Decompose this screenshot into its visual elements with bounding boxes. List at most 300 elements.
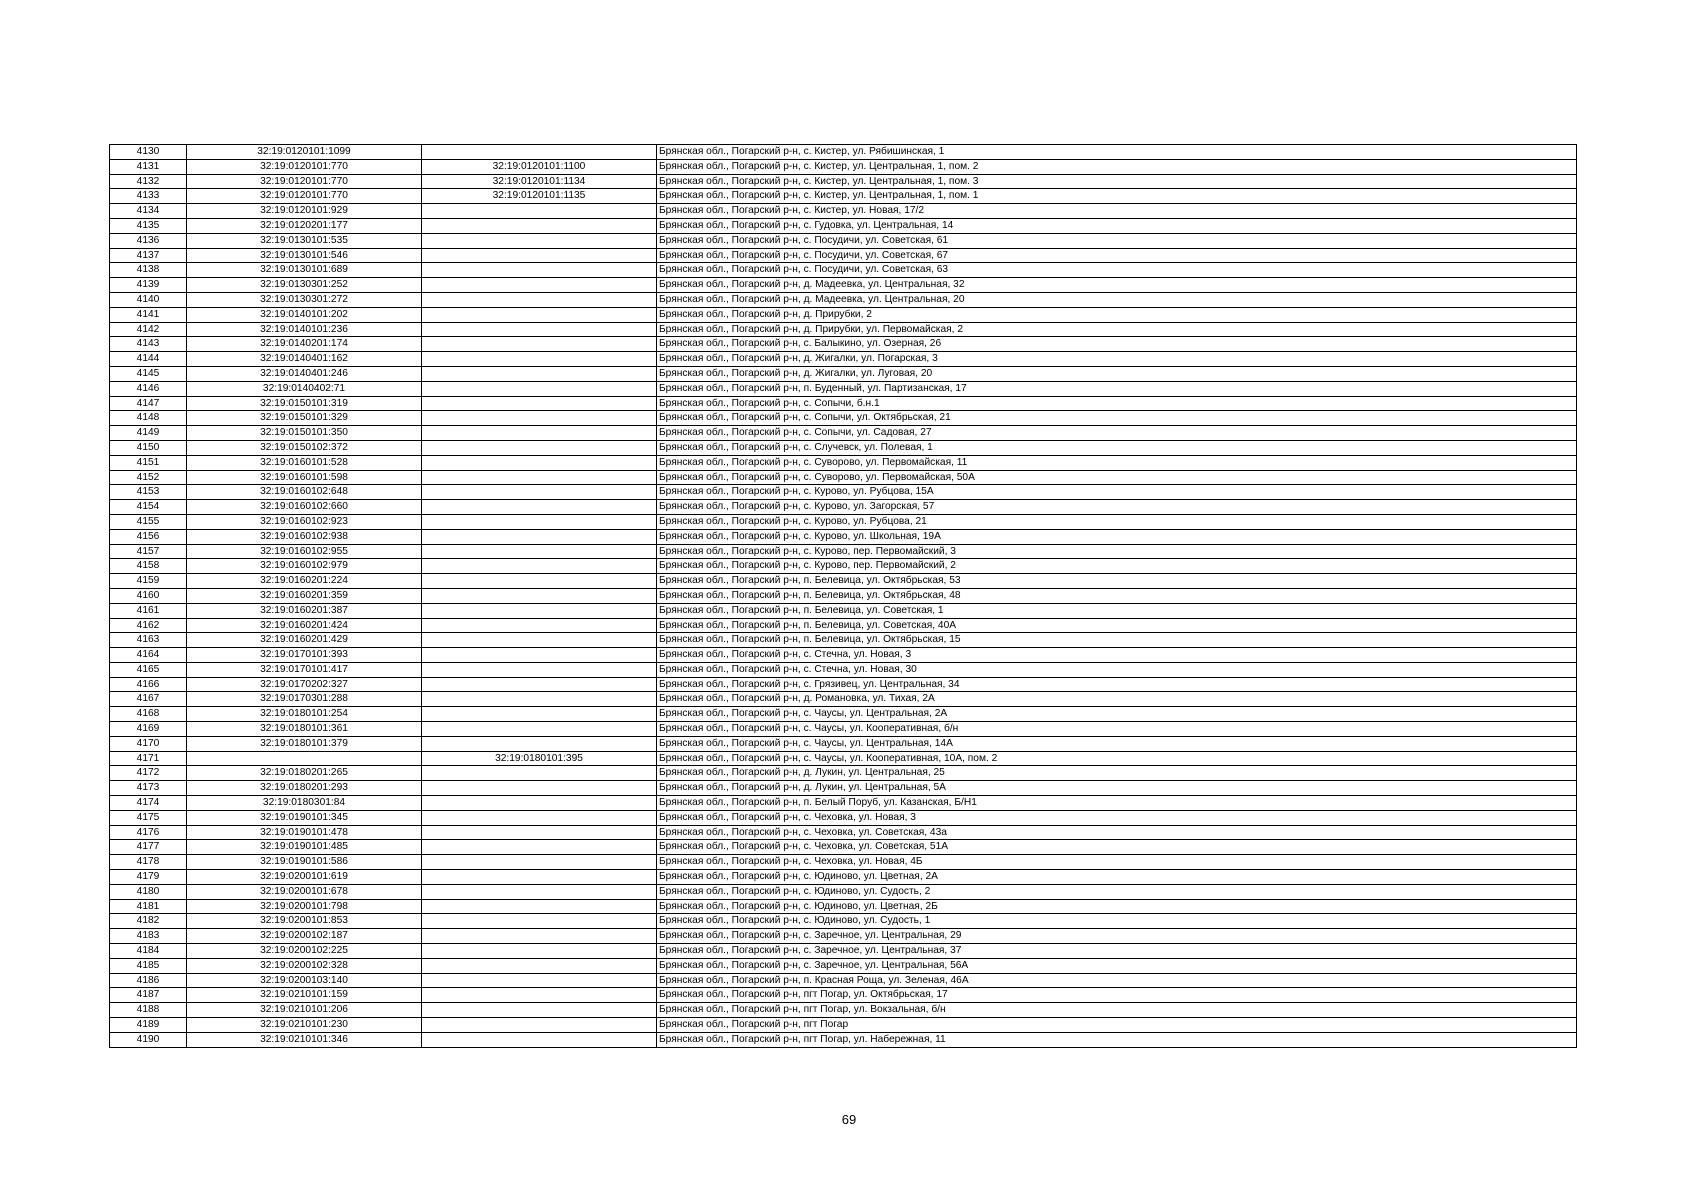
address-cell: Брянская обл., Погарский р-н, д. Лукин, ул. Центральная, 25 xyxy=(657,766,1577,781)
table-row xyxy=(110,944,1577,959)
sub-cadastral-number-cell xyxy=(422,944,657,959)
address-cell: Брянская обл., Погарский р-н, с. Суворово, ул. Первомайская, 50А xyxy=(657,470,1577,485)
sub-cadastral-number-cell xyxy=(422,263,657,278)
sub-cadastral-number-cell xyxy=(422,485,657,500)
row-number-cell: 4156 xyxy=(110,529,187,544)
cadastral-number-cell: 32:19:0180101:254 xyxy=(187,707,422,722)
cadastral-number-cell: 32:19:0200101:678 xyxy=(187,884,422,899)
table-row xyxy=(110,929,1577,944)
table-row xyxy=(110,559,1577,574)
cadastral-number-cell: 32:19:0190101:478 xyxy=(187,825,422,840)
address-cell: Брянская обл., Погарский р-н, с. Курово, ул. Загорская, 57 xyxy=(657,500,1577,515)
address-cell: Брянская обл., Погарский р-н, п. Красная Роща, ул. Зеленая, 46А xyxy=(657,973,1577,988)
table-row xyxy=(110,692,1577,707)
sub-cadastral-number-cell xyxy=(422,603,657,618)
address-cell: Брянская обл., Погарский р-н, с. Юдиново, ул. Судость, 2 xyxy=(657,884,1577,899)
address-cell: Брянская обл., Погарский р-н, пгт Погар, ул. Набережная, 11 xyxy=(657,1032,1577,1047)
sub-cadastral-number-cell xyxy=(422,440,657,455)
row-number-cell: 4188 xyxy=(110,1003,187,1018)
row-number-cell: 4142 xyxy=(110,322,187,337)
address-cell: Брянская обл., Погарский р-н, с. Посудичи, ул. Советская, 63 xyxy=(657,263,1577,278)
row-number-cell: 4140 xyxy=(110,292,187,307)
row-number-cell: 4162 xyxy=(110,618,187,633)
address-cell: Брянская обл., Погарский р-н, с. Заречное, ул. Центральная, 37 xyxy=(657,944,1577,959)
row-number-cell: 4185 xyxy=(110,958,187,973)
cadastral-number-cell: 32:19:0160102:923 xyxy=(187,514,422,529)
sub-cadastral-number-cell xyxy=(422,884,657,899)
row-number-cell: 4168 xyxy=(110,707,187,722)
row-number-cell: 4186 xyxy=(110,973,187,988)
page-number: 69 xyxy=(841,1112,857,1127)
cadastral-number-cell: 32:19:0140401:162 xyxy=(187,352,422,367)
cadastral-number-cell: 32:19:0210101:159 xyxy=(187,988,422,1003)
registry-table-body xyxy=(110,145,1577,1048)
cadastral-number-cell: 32:19:0180201:265 xyxy=(187,766,422,781)
table-row xyxy=(110,633,1577,648)
sub-cadastral-number-cell xyxy=(422,781,657,796)
table-row xyxy=(110,366,1577,381)
row-number-cell: 4176 xyxy=(110,825,187,840)
sub-cadastral-number-cell xyxy=(422,396,657,411)
sub-cadastral-number-cell xyxy=(422,366,657,381)
row-number-cell: 4152 xyxy=(110,470,187,485)
sub-cadastral-number-cell xyxy=(422,204,657,219)
sub-cadastral-number-cell xyxy=(422,381,657,396)
table-row xyxy=(110,248,1577,263)
table-row xyxy=(110,381,1577,396)
table-row xyxy=(110,411,1577,426)
sub-cadastral-number-cell xyxy=(422,633,657,648)
table-row xyxy=(110,648,1577,663)
table-row xyxy=(110,189,1577,204)
cadastral-number-cell: 32:19:0120101:770 xyxy=(187,159,422,174)
table-row xyxy=(110,352,1577,367)
table-row xyxy=(110,204,1577,219)
row-number-cell: 4151 xyxy=(110,455,187,470)
cadastral-number-cell: 32:19:0200101:619 xyxy=(187,870,422,885)
sub-cadastral-number-cell xyxy=(422,648,657,663)
table-row xyxy=(110,485,1577,500)
address-cell: Брянская обл., Погарский р-н, с. Юдиново, ул. Цветная, 2Б xyxy=(657,899,1577,914)
table-row xyxy=(110,796,1577,811)
address-cell: Брянская обл., Погарский р-н, п. Буденный, ул. Партизанская, 17 xyxy=(657,381,1577,396)
address-cell: Брянская обл., Погарский р-н, д. Жигалки, ул. Луговая, 20 xyxy=(657,366,1577,381)
cadastral-number-cell: 32:19:0160102:938 xyxy=(187,529,422,544)
cadastral-number-cell: 32:19:0200102:328 xyxy=(187,958,422,973)
table-row xyxy=(110,988,1577,1003)
sub-cadastral-number-cell xyxy=(422,218,657,233)
address-cell: Брянская обл., Погарский р-н, с. Кистер, ул. Рябишинская, 1 xyxy=(657,145,1577,160)
address-cell: Брянская обл., Погарский р-н, пгт Погар, ул. Октябрьская, 17 xyxy=(657,988,1577,1003)
row-number-cell: 4167 xyxy=(110,692,187,707)
row-number-cell: 4159 xyxy=(110,574,187,589)
sub-cadastral-number-cell xyxy=(422,544,657,559)
cadastral-number-cell: 32:19:0160102:955 xyxy=(187,544,422,559)
address-cell: Брянская обл., Погарский р-н, с. Кистер, ул. Новая, 17/2 xyxy=(657,204,1577,219)
cadastral-number-cell: 32:19:0130101:535 xyxy=(187,233,422,248)
address-cell: Брянская обл., Погарский р-н, пгт Погар xyxy=(657,1018,1577,1033)
sub-cadastral-number-cell xyxy=(422,707,657,722)
address-cell: Брянская обл., Погарский р-н, с. Кистер, ул. Центральная, 1, пом. 1 xyxy=(657,189,1577,204)
address-cell: Брянская обл., Погарский р-н, п. Белевица, ул. Советская, 1 xyxy=(657,603,1577,618)
row-number-cell: 4149 xyxy=(110,426,187,441)
row-number-cell: 4131 xyxy=(110,159,187,174)
sub-cadastral-number-cell xyxy=(422,736,657,751)
cadastral-number-cell: 32:19:0170101:417 xyxy=(187,662,422,677)
table-row xyxy=(110,159,1577,174)
cadastral-number-cell: 32:19:0130301:272 xyxy=(187,292,422,307)
address-cell: Брянская обл., Погарский р-н, с. Посудичи, ул. Советская, 67 xyxy=(657,248,1577,263)
address-cell: Брянская обл., Погарский р-н, д. Прирубки, ул. Первомайская, 2 xyxy=(657,322,1577,337)
cadastral-number-cell: 32:19:0160201:424 xyxy=(187,618,422,633)
table-row xyxy=(110,1032,1577,1047)
cadastral-number-cell: 32:19:0150102:372 xyxy=(187,440,422,455)
sub-cadastral-number-cell xyxy=(422,840,657,855)
cadastral-number-cell: 32:19:0120101:1099 xyxy=(187,145,422,160)
table-row xyxy=(110,1003,1577,1018)
address-cell: Брянская обл., Погарский р-н, д. Прирубки, 2 xyxy=(657,307,1577,322)
address-cell: Брянская обл., Погарский р-н, с. Стечна, ул. Новая, 3 xyxy=(657,648,1577,663)
table-row xyxy=(110,751,1577,766)
row-number-cell: 4184 xyxy=(110,944,187,959)
row-number-cell: 4147 xyxy=(110,396,187,411)
table-row xyxy=(110,174,1577,189)
row-number-cell: 4189 xyxy=(110,1018,187,1033)
cadastral-number-cell: 32:19:0140401:246 xyxy=(187,366,422,381)
table-row xyxy=(110,810,1577,825)
table-row xyxy=(110,973,1577,988)
row-number-cell: 4136 xyxy=(110,233,187,248)
sub-cadastral-number-cell xyxy=(422,500,657,515)
address-cell: Брянская обл., Погарский р-н, с. Юдиново, ул. Судость, 1 xyxy=(657,914,1577,929)
address-cell: Брянская обл., Погарский р-н, с. Сопычи, ул. Садовая, 27 xyxy=(657,426,1577,441)
row-number-cell: 4171 xyxy=(110,751,187,766)
table-row xyxy=(110,958,1577,973)
cadastral-number-cell: 32:19:0120201:177 xyxy=(187,218,422,233)
address-cell: Брянская обл., Погарский р-н, с. Курово, пер. Первомайский, 3 xyxy=(657,544,1577,559)
sub-cadastral-number-cell xyxy=(422,929,657,944)
row-number-cell: 4139 xyxy=(110,278,187,293)
table-row xyxy=(110,855,1577,870)
cadastral-number-cell: 32:19:0160102:660 xyxy=(187,500,422,515)
table-row xyxy=(110,500,1577,515)
sub-cadastral-number-cell xyxy=(422,514,657,529)
table-row xyxy=(110,603,1577,618)
cadastral-number-cell: 32:19:0120101:770 xyxy=(187,189,422,204)
cadastral-number-cell: 32:19:0130101:689 xyxy=(187,263,422,278)
sub-cadastral-number-cell xyxy=(422,692,657,707)
row-number-cell: 4174 xyxy=(110,796,187,811)
sub-cadastral-number-cell xyxy=(422,825,657,840)
sub-cadastral-number-cell xyxy=(422,278,657,293)
cadastral-number-cell: 32:19:0170202:327 xyxy=(187,677,422,692)
cadastral-number-cell: 32:19:0140402:71 xyxy=(187,381,422,396)
row-number-cell: 4183 xyxy=(110,929,187,944)
row-number-cell: 4169 xyxy=(110,722,187,737)
table-row xyxy=(110,307,1577,322)
address-cell: Брянская обл., Погарский р-н, пгт Погар, ул. Вокзальная, б/н xyxy=(657,1003,1577,1018)
sub-cadastral-number-cell xyxy=(422,233,657,248)
row-number-cell: 4180 xyxy=(110,884,187,899)
cadastral-number-cell: 32:19:0140101:236 xyxy=(187,322,422,337)
address-cell: Брянская обл., Погарский р-н, д. Романовка, ул. Тихая, 2А xyxy=(657,692,1577,707)
table-row xyxy=(110,145,1577,160)
address-cell: Брянская обл., Погарский р-н, с. Курово, ул. Школьная, 19А xyxy=(657,529,1577,544)
sub-cadastral-number-cell xyxy=(422,470,657,485)
row-number-cell: 4179 xyxy=(110,870,187,885)
cadastral-number-cell: 32:19:0130301:252 xyxy=(187,278,422,293)
address-cell: Брянская обл., Погарский р-н, с. Чеховка, ул. Новая, 3 xyxy=(657,810,1577,825)
sub-cadastral-number-cell xyxy=(422,810,657,825)
table-row xyxy=(110,1018,1577,1033)
sub-cadastral-number-cell xyxy=(422,796,657,811)
sub-cadastral-number-cell xyxy=(422,677,657,692)
row-number-cell: 4165 xyxy=(110,662,187,677)
sub-cadastral-number-cell xyxy=(422,292,657,307)
cadastral-number-cell: 32:19:0180301:84 xyxy=(187,796,422,811)
cadastral-number-cell: 32:19:0190101:485 xyxy=(187,840,422,855)
sub-cadastral-number-cell xyxy=(422,662,657,677)
sub-cadastral-number-cell xyxy=(422,588,657,603)
table-row xyxy=(110,899,1577,914)
cadastral-number-cell xyxy=(187,751,422,766)
row-number-cell: 4150 xyxy=(110,440,187,455)
table-row xyxy=(110,840,1577,855)
cadastral-number-cell: 32:19:0160201:224 xyxy=(187,574,422,589)
table-row xyxy=(110,322,1577,337)
cadastral-number-cell: 32:19:0200102:225 xyxy=(187,944,422,959)
table-row xyxy=(110,574,1577,589)
table-row xyxy=(110,707,1577,722)
sub-cadastral-number-cell xyxy=(422,870,657,885)
table-row xyxy=(110,292,1577,307)
cadastral-number-cell: 32:19:0140101:202 xyxy=(187,307,422,322)
cadastral-number-cell: 32:19:0160201:429 xyxy=(187,633,422,648)
cadastral-number-cell: 32:19:0180101:379 xyxy=(187,736,422,751)
cadastral-number-cell: 32:19:0200101:853 xyxy=(187,914,422,929)
sub-cadastral-number-cell xyxy=(422,145,657,160)
table-row xyxy=(110,677,1577,692)
address-cell: Брянская обл., Погарский р-н, п. Белевица, ул. Октябрьская, 48 xyxy=(657,588,1577,603)
row-number-cell: 4134 xyxy=(110,204,187,219)
address-cell: Брянская обл., Погарский р-н, с. Посудичи, ул. Советская, 61 xyxy=(657,233,1577,248)
table-row xyxy=(110,470,1577,485)
address-cell: Брянская обл., Погарский р-н, с. Юдиново, ул. Цветная, 2А xyxy=(657,870,1577,885)
address-cell: Брянская обл., Погарский р-н, с. Чаусы, ул. Центральная, 2А xyxy=(657,707,1577,722)
sub-cadastral-number-cell xyxy=(422,337,657,352)
cadastral-number-cell: 32:19:0160102:648 xyxy=(187,485,422,500)
sub-cadastral-number-cell xyxy=(422,1003,657,1018)
cadastral-number-cell: 32:19:0190101:586 xyxy=(187,855,422,870)
row-number-cell: 4164 xyxy=(110,648,187,663)
sub-cadastral-number-cell xyxy=(422,855,657,870)
address-cell: Брянская обл., Погарский р-н, с. Заречное, ул. Центральная, 29 xyxy=(657,929,1577,944)
row-number-cell: 4141 xyxy=(110,307,187,322)
address-cell: Брянская обл., Погарский р-н, с. Гудовка, ул. Центральная, 14 xyxy=(657,218,1577,233)
address-cell: Брянская обл., Погарский р-н, п. Белевица, ул. Советская, 40А xyxy=(657,618,1577,633)
cadastral-number-cell: 32:19:0140201:174 xyxy=(187,337,422,352)
cadastral-number-cell: 32:19:0160201:387 xyxy=(187,603,422,618)
row-number-cell: 4182 xyxy=(110,914,187,929)
sub-cadastral-number-cell xyxy=(422,574,657,589)
row-number-cell: 4133 xyxy=(110,189,187,204)
table-row xyxy=(110,766,1577,781)
row-number-cell: 4166 xyxy=(110,677,187,692)
sub-cadastral-number-cell xyxy=(422,411,657,426)
table-row xyxy=(110,618,1577,633)
table-row xyxy=(110,218,1577,233)
address-cell: Брянская обл., Погарский р-н, с. Чаусы, ул. Кооперативная, 10А, пом. 2 xyxy=(657,751,1577,766)
row-number-cell: 4175 xyxy=(110,810,187,825)
row-number-cell: 4148 xyxy=(110,411,187,426)
cadastral-number-cell: 32:19:0150101:329 xyxy=(187,411,422,426)
address-cell: Брянская обл., Погарский р-н, с. Чеховка, ул. Советская, 43а xyxy=(657,825,1577,840)
cadastral-number-cell: 32:19:0200103:140 xyxy=(187,973,422,988)
sub-cadastral-number-cell xyxy=(422,766,657,781)
cadastral-number-cell: 32:19:0150101:319 xyxy=(187,396,422,411)
address-cell: Брянская обл., Погарский р-н, с. Чаусы, ул. Центральная, 14А xyxy=(657,736,1577,751)
table-row xyxy=(110,781,1577,796)
table-row xyxy=(110,914,1577,929)
table-row xyxy=(110,870,1577,885)
cadastral-number-cell: 32:19:0160102:979 xyxy=(187,559,422,574)
sub-cadastral-number-cell: 32:19:0120101:1100 xyxy=(422,159,657,174)
sub-cadastral-number-cell xyxy=(422,455,657,470)
cadastral-number-cell: 32:19:0180201:293 xyxy=(187,781,422,796)
address-cell: Брянская обл., Погарский р-н, с. Чаусы, ул. Кооперативная, б/н xyxy=(657,722,1577,737)
cadastral-number-cell: 32:19:0200101:798 xyxy=(187,899,422,914)
sub-cadastral-number-cell xyxy=(422,559,657,574)
table-row xyxy=(110,278,1577,293)
cadastral-number-cell: 32:19:0210101:346 xyxy=(187,1032,422,1047)
table-row xyxy=(110,722,1577,737)
cadastral-number-cell: 32:19:0160101:598 xyxy=(187,470,422,485)
table-row xyxy=(110,736,1577,751)
row-number-cell: 4187 xyxy=(110,988,187,1003)
sub-cadastral-number-cell xyxy=(422,307,657,322)
address-cell: Брянская обл., Погарский р-н, с. Чеховка, ул. Советская, 51А xyxy=(657,840,1577,855)
cadastral-number-cell: 32:19:0210101:206 xyxy=(187,1003,422,1018)
sub-cadastral-number-cell xyxy=(422,248,657,263)
address-cell: Брянская обл., Погарский р-н, п. Белевица, ул. Октябрьская, 53 xyxy=(657,574,1577,589)
cadastral-number-cell: 32:19:0190101:345 xyxy=(187,810,422,825)
sub-cadastral-number-cell xyxy=(422,973,657,988)
row-number-cell: 4161 xyxy=(110,603,187,618)
sub-cadastral-number-cell xyxy=(422,914,657,929)
address-cell: Брянская обл., Погарский р-н, с. Курово, ул. Рубцова, 21 xyxy=(657,514,1577,529)
sub-cadastral-number-cell xyxy=(422,1018,657,1033)
table-row xyxy=(110,884,1577,899)
sub-cadastral-number-cell: 32:19:0180101:395 xyxy=(422,751,657,766)
row-number-cell: 4154 xyxy=(110,500,187,515)
row-number-cell: 4135 xyxy=(110,218,187,233)
address-cell: Брянская обл., Погарский р-н, с. Стечна, ул. Новая, 30 xyxy=(657,662,1577,677)
table-row xyxy=(110,529,1577,544)
table-row xyxy=(110,233,1577,248)
address-cell: Брянская обл., Погарский р-н, д. Жигалки, ул. Погарская, 3 xyxy=(657,352,1577,367)
table-row xyxy=(110,662,1577,677)
table-row xyxy=(110,455,1577,470)
sub-cadastral-number-cell xyxy=(422,958,657,973)
row-number-cell: 4146 xyxy=(110,381,187,396)
sub-cadastral-number-cell: 32:19:0120101:1135 xyxy=(422,189,657,204)
row-number-cell: 4144 xyxy=(110,352,187,367)
address-cell: Брянская обл., Погарский р-н, с. Заречное, ул. Центральная, 56А xyxy=(657,958,1577,973)
row-number-cell: 4163 xyxy=(110,633,187,648)
row-number-cell: 4143 xyxy=(110,337,187,352)
cadastral-number-cell: 32:19:0120101:770 xyxy=(187,174,422,189)
address-cell: Брянская обл., Погарский р-н, с. Суворово, ул. Первомайская, 11 xyxy=(657,455,1577,470)
address-cell: Брянская обл., Погарский р-н, п. Белый Поруб, ул. Казанская, Б/Н1 xyxy=(657,796,1577,811)
row-number-cell: 4138 xyxy=(110,263,187,278)
sub-cadastral-number-cell xyxy=(422,988,657,1003)
sub-cadastral-number-cell xyxy=(422,322,657,337)
row-number-cell: 4145 xyxy=(110,366,187,381)
cadastral-number-cell: 32:19:0170301:288 xyxy=(187,692,422,707)
address-cell: Брянская обл., Погарский р-н, д. Мадеевка, ул. Центральная, 20 xyxy=(657,292,1577,307)
row-number-cell: 4181 xyxy=(110,899,187,914)
cadastral-number-cell: 32:19:0160101:528 xyxy=(187,455,422,470)
row-number-cell: 4130 xyxy=(110,145,187,160)
cadastral-number-cell: 32:19:0120101:929 xyxy=(187,204,422,219)
row-number-cell: 4157 xyxy=(110,544,187,559)
table-row xyxy=(110,440,1577,455)
registry-table xyxy=(109,144,1577,1048)
row-number-cell: 4177 xyxy=(110,840,187,855)
cadastral-number-cell: 32:19:0150101:350 xyxy=(187,426,422,441)
address-cell: Брянская обл., Погарский р-н, д. Мадеевка, ул. Центральная, 32 xyxy=(657,278,1577,293)
row-number-cell: 4155 xyxy=(110,514,187,529)
row-number-cell: 4160 xyxy=(110,588,187,603)
sub-cadastral-number-cell xyxy=(422,529,657,544)
table-row xyxy=(110,588,1577,603)
address-cell: Брянская обл., Погарский р-н, д. Лукин, ул. Центральная, 5А xyxy=(657,781,1577,796)
row-number-cell: 4170 xyxy=(110,736,187,751)
cadastral-number-cell: 32:19:0160201:359 xyxy=(187,588,422,603)
address-cell: Брянская обл., Погарский р-н, с. Курово, пер. Первомайский, 2 xyxy=(657,559,1577,574)
row-number-cell: 4132 xyxy=(110,174,187,189)
address-cell: Брянская обл., Погарский р-н, с. Балыкино, ул. Озерная, 26 xyxy=(657,337,1577,352)
sub-cadastral-number-cell: 32:19:0120101:1134 xyxy=(422,174,657,189)
row-number-cell: 4153 xyxy=(110,485,187,500)
address-cell: Брянская обл., Погарский р-н, п. Белевица, ул. Октябрьская, 15 xyxy=(657,633,1577,648)
table-row xyxy=(110,337,1577,352)
address-cell: Брянская обл., Погарский р-н, с. Сопычи, ул. Октябрьская, 21 xyxy=(657,411,1577,426)
table-row xyxy=(110,514,1577,529)
row-number-cell: 4137 xyxy=(110,248,187,263)
cadastral-number-cell: 32:19:0200102:187 xyxy=(187,929,422,944)
sub-cadastral-number-cell xyxy=(422,899,657,914)
address-cell: Брянская обл., Погарский р-н, с. Грязивец, ул. Центральная, 34 xyxy=(657,677,1577,692)
table-row xyxy=(110,426,1577,441)
row-number-cell: 4172 xyxy=(110,766,187,781)
cadastral-number-cell: 32:19:0170101:393 xyxy=(187,648,422,663)
address-cell: Брянская обл., Погарский р-н, с. Чеховка, ул. Новая, 4Б xyxy=(657,855,1577,870)
table-row xyxy=(110,825,1577,840)
row-number-cell: 4173 xyxy=(110,781,187,796)
cadastral-number-cell: 32:19:0210101:230 xyxy=(187,1018,422,1033)
sub-cadastral-number-cell xyxy=(422,618,657,633)
table-row xyxy=(110,396,1577,411)
address-cell: Брянская обл., Погарский р-н, с. Курово, ул. Рубцова, 15А xyxy=(657,485,1577,500)
address-cell: Брянская обл., Погарский р-н, с. Случевск, ул. Полевая, 1 xyxy=(657,440,1577,455)
row-number-cell: 4190 xyxy=(110,1032,187,1047)
address-cell: Брянская обл., Погарский р-н, с. Сопычи, б.н.1 xyxy=(657,396,1577,411)
row-number-cell: 4178 xyxy=(110,855,187,870)
address-cell: Брянская обл., Погарский р-н, с. Кистер, ул. Центральная, 1, пом. 3 xyxy=(657,174,1577,189)
table-row xyxy=(110,263,1577,278)
cadastral-number-cell: 32:19:0130101:546 xyxy=(187,248,422,263)
